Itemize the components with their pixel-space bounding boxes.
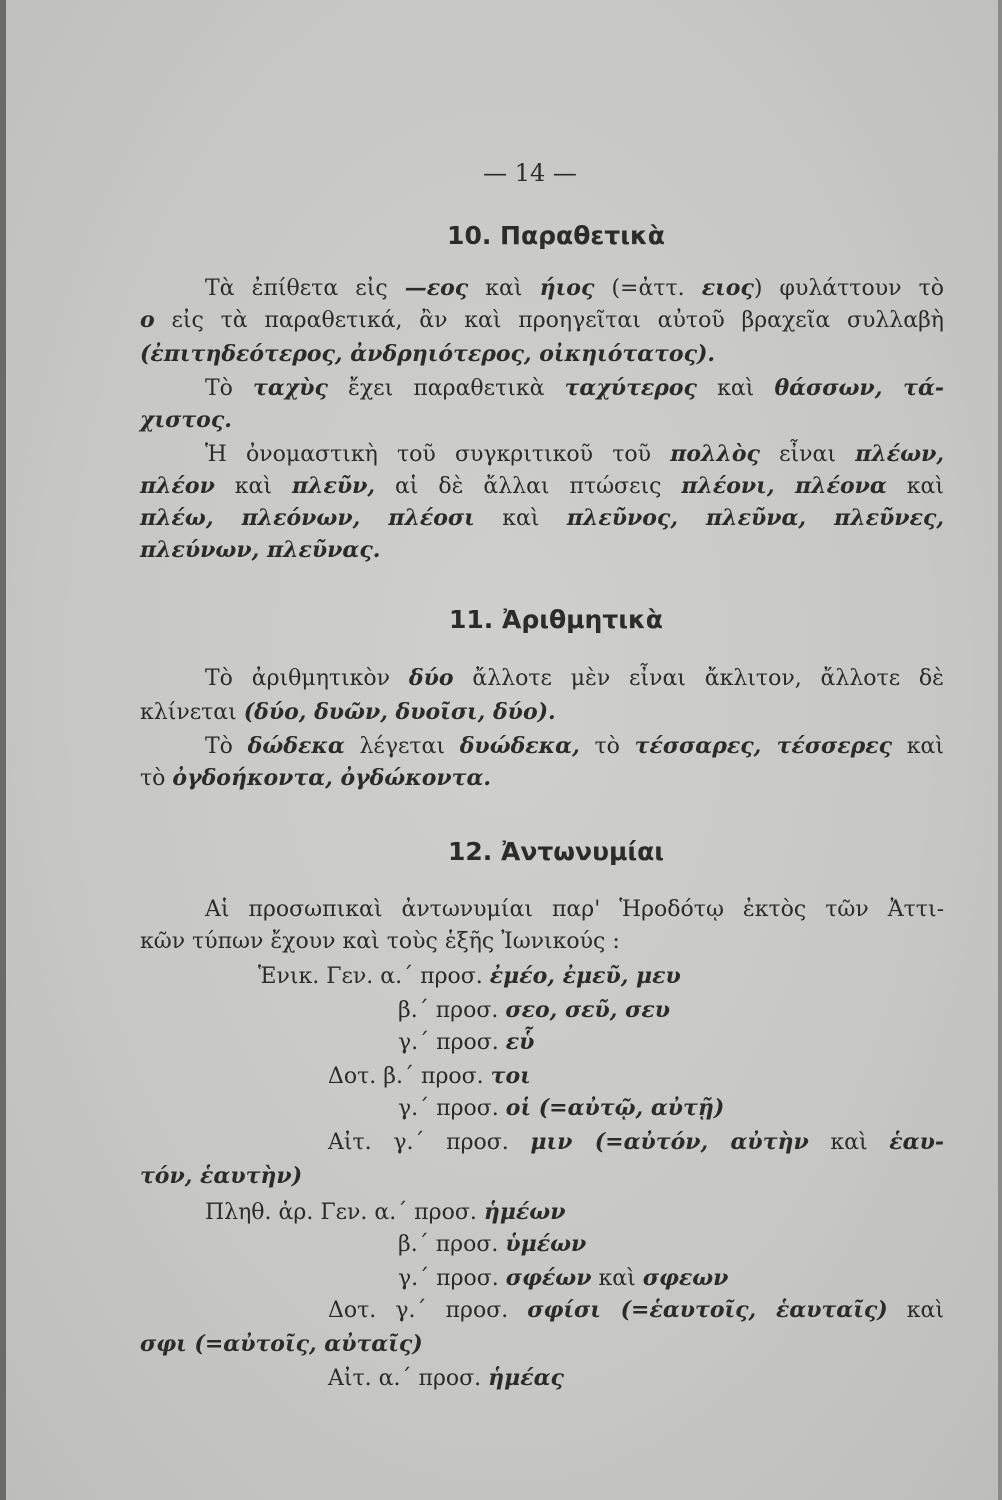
emphasized-term: τοι — [490, 1063, 531, 1089]
text-line — [140, 470, 944, 502]
section-heading-10: 10. Παραθετικὰ — [447, 221, 665, 250]
text-line — [140, 762, 491, 794]
emphasized-term: τόν, ἑαυτὴν) — [140, 1163, 303, 1189]
text-run: Τὸ — [205, 376, 254, 401]
text-line — [258, 960, 681, 992]
text-line — [328, 1126, 944, 1158]
text-run: β.΄ προσ. — [398, 998, 506, 1023]
text-line — [205, 730, 944, 762]
text-run: καὶ — [591, 1266, 643, 1291]
text-run: ἔχει παραθετικὰ — [327, 376, 565, 401]
emphasized-term: ο — [140, 307, 155, 333]
emphasized-term: σεο, σεῦ, σευ — [505, 997, 670, 1023]
emphasized-term: δώδεκα — [247, 733, 345, 759]
text-run: καὶ — [808, 1130, 890, 1155]
text-run: καὶ — [887, 1298, 944, 1323]
text-run: εἶναι — [759, 442, 856, 467]
emphasized-term: πλέον — [140, 473, 215, 499]
text-line — [205, 662, 944, 694]
text-run: Ἑνικ. Γεν. α.΄ προσ. — [258, 964, 490, 989]
text-line — [398, 1262, 728, 1294]
text-run: Αἰτ. γ.΄ προσ. — [328, 1130, 531, 1155]
emphasized-term: σφίσι (=ἑαυτοῖς, ἑαυταῖς) — [527, 1297, 888, 1323]
text-run: Ἡ ὀνομαστικὴ τοῦ συγκριτικοῦ τοῦ — [205, 442, 671, 467]
text-line — [140, 304, 944, 336]
emphasized-term: ὑμέων — [505, 1231, 587, 1257]
emphasized-term: ὀγδοήκοντα, ὀγδώκοντα. — [172, 765, 492, 791]
text-run: γ.΄ προσ. — [398, 1096, 506, 1121]
text-line — [328, 1294, 944, 1326]
text-run: καὶ — [892, 734, 945, 759]
emphasized-term: ἑαυ- — [889, 1129, 944, 1155]
text-run: λέγεται — [344, 734, 460, 759]
text-run: κλίνεται — [140, 700, 244, 725]
text-line — [398, 1092, 724, 1124]
text-line — [140, 404, 232, 436]
text-run: Τὰ ἐπίθετα εἰς — [205, 276, 405, 301]
emphasized-term: πλεῦνος, πλεῦνα, πλεῦνες, — [566, 505, 944, 531]
text-line — [140, 696, 556, 728]
text-line — [140, 926, 620, 958]
text-line — [205, 894, 944, 926]
text-run: Αἰτ. α.΄ προσ. — [328, 1366, 489, 1391]
text-run: β.΄ προσ. — [398, 1232, 506, 1257]
text-line — [140, 1160, 302, 1192]
text-run: Αἱ προσωπικαὶ ἀντωνυμίαι παρ' Ἡροδότῳ ἐκτὸς τῶν Ἀττι- — [205, 897, 944, 922]
page-number: — 14 — — [483, 159, 577, 187]
emphasized-term: ἐμέο, ἐμεῦ, μευ — [489, 963, 681, 989]
emphasized-term: ἡμέων — [483, 1199, 566, 1225]
text-run: ) φυλάττουν τὸ — [753, 276, 944, 301]
text-line — [205, 372, 944, 404]
text-run: τὸ — [579, 734, 635, 759]
text-run: Πληθ. ἀρ. Γεν. α.΄ προσ. — [205, 1200, 484, 1225]
emphasized-term: ταχύτερος — [564, 375, 697, 401]
emphasized-term: σφέων — [505, 1265, 592, 1291]
emphasized-term: σφι (=αὐτοῖς, αὐταῖς) — [140, 1331, 423, 1357]
text-line — [205, 1196, 566, 1228]
text-run: τὸ — [140, 766, 173, 791]
text-run: Τὸ ἀριθμητικὸν — [205, 666, 409, 691]
text-run: αἱ δὲ ἄλλαι πτώσεις — [375, 474, 682, 499]
text-run: γ.΄ προσ. — [398, 1030, 506, 1055]
text-run: καὶ — [468, 276, 540, 301]
emphasized-term: πλεύνων, πλεῦνας. — [140, 537, 381, 563]
text-line — [328, 1060, 531, 1092]
emphasized-term: σφεων — [642, 1265, 729, 1291]
emphasized-term: (ἐπιτηδεότερος, ἀνδρηιότερος, οἰκηιότατος). — [140, 341, 716, 367]
emphasized-term: (δύο, δυῶν, δυοῖσι, δύο). — [243, 699, 556, 725]
text-run: καὶ — [474, 506, 567, 531]
emphasized-term: πλεῦν, — [291, 473, 376, 499]
text-run: (=ἀττ. — [594, 276, 702, 301]
emphasized-term: —εος — [404, 275, 469, 301]
text-run: καὶ — [886, 474, 945, 499]
text-line — [140, 502, 944, 534]
text-line — [328, 1362, 564, 1394]
emphasized-term: ἡμέας — [488, 1365, 564, 1391]
emphasized-term: ήιος — [539, 275, 595, 301]
emphasized-term: χιστος. — [140, 407, 232, 433]
text-line — [140, 534, 380, 566]
text-line — [398, 1228, 586, 1260]
text-line — [398, 994, 670, 1026]
emphasized-term: ειος — [701, 275, 754, 301]
text-run: Τὸ — [205, 734, 248, 759]
emphasized-term: πολλὸς — [670, 441, 760, 467]
text-run: κῶν τύπων ἔχουν καὶ τοὺς ἑξῆς Ἰωνικούς : — [140, 929, 620, 954]
text-line — [140, 1328, 423, 1360]
text-line — [140, 338, 715, 370]
text-line — [398, 1026, 534, 1058]
emphasized-term: τέσσαρες, τέσσερες — [634, 733, 893, 759]
emphasized-term: πλέονι, πλέονα — [681, 473, 887, 499]
emphasized-term: θάσσων, τά- — [774, 375, 945, 401]
emphasized-term: ταχὺς — [253, 375, 328, 401]
text-run: εἰς τὰ παραθετικά, ἂν καὶ προηγεῖται αὐτοῦ βραχεῖα συλλαβὴ — [154, 308, 944, 333]
emphasized-term: οἱ (=αὐτῷ, αὐτῇ) — [505, 1095, 725, 1121]
emphasized-term: μιν (=αὐτόν, αὐτὴν — [530, 1129, 809, 1155]
text-run: καὶ — [214, 474, 292, 499]
text-run: Δοτ. γ.΄ προσ. — [328, 1298, 528, 1323]
text-line — [205, 272, 944, 304]
emphasized-term: δύο — [408, 665, 454, 691]
text-run: καὶ — [696, 376, 775, 401]
emphasized-term: πλέω, πλεόνων, πλέοσι — [140, 505, 475, 531]
text-run: γ.΄ προσ. — [398, 1266, 506, 1291]
text-run: Δοτ. β.΄ προσ. — [328, 1064, 491, 1089]
text-line — [205, 438, 944, 470]
section-heading-12: 12. Ἀντωνυμίαι — [447, 837, 664, 866]
section-heading-11: 11. Ἀριθμητικὰ — [449, 605, 663, 634]
emphasized-term: δυώδεκα, — [459, 733, 580, 759]
page-edge-left — [0, 0, 6, 1500]
text-run: ἄλλοτε μὲν εἶναι ἄκλιτον, ἄλλοτε δὲ — [453, 666, 944, 691]
emphasized-term: πλέων, — [855, 441, 944, 467]
emphasized-term: εὗ — [505, 1029, 535, 1055]
